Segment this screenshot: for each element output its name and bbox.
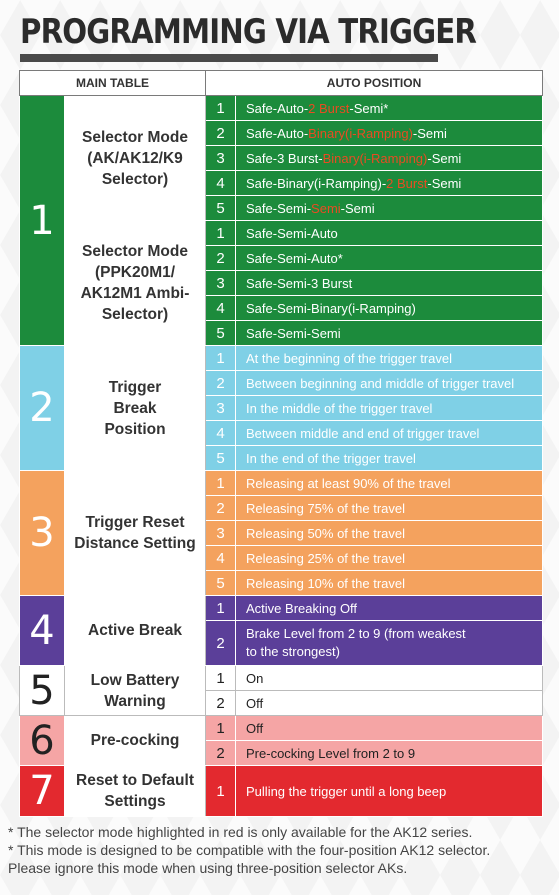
section-number-3: 3: [20, 471, 65, 596]
option-number: 4: [206, 296, 236, 321]
option-text: Between beginning and middle of trigger travel: [236, 371, 543, 396]
option-number: 4: [206, 171, 236, 196]
table-row: [20, 346, 543, 371]
option-number: 1: [206, 596, 236, 621]
option-text: Active Breaking Off: [236, 596, 543, 621]
option-text: Off: [236, 716, 543, 741]
option-number: 1: [206, 346, 236, 371]
option-text: Safe-Semi-Semi-Semi: [236, 196, 543, 221]
section-label-selector-mode-ak: Selector Mode (AK/AK12/K9 Selector): [65, 96, 206, 221]
table-row: [20, 221, 543, 246]
option-number: 2: [206, 691, 236, 716]
option-text: Safe-Semi-Auto*: [236, 246, 543, 271]
table-row: [20, 716, 543, 741]
option-text: In the middle of the trigger travel: [236, 396, 543, 421]
option-text: On: [236, 666, 543, 691]
option-text: Brake Level from 2 to 9 (from weakest to the strongest): [236, 621, 543, 666]
section-number-5: 5: [20, 666, 65, 716]
table-row: [20, 471, 543, 496]
section-label-trigger-break: Trigger Break Position: [65, 346, 206, 471]
option-text: Off: [236, 691, 543, 716]
option-number: 3: [206, 521, 236, 546]
option-number: 5: [206, 196, 236, 221]
section-label-low-battery: Low Battery Warning: [65, 666, 206, 716]
option-text: Releasing 25% of the travel: [236, 546, 543, 571]
option-text: Releasing 50% of the travel: [236, 521, 543, 546]
option-number: 3: [206, 146, 236, 171]
table-header-row: [20, 71, 543, 96]
option-text: Safe-Semi-Auto: [236, 221, 543, 246]
header-auto-position: AUTO POSITION: [206, 71, 543, 96]
section-label-pre-cocking: Pre-cocking: [65, 716, 206, 766]
option-text: Safe-Binary(i-Ramping)-2 Burst-Semi: [236, 171, 543, 196]
section-number-7: 7: [20, 766, 65, 817]
section-label-trigger-reset: Trigger Reset Distance Setting: [65, 471, 206, 596]
section-number-6: 6: [20, 716, 65, 766]
option-text: Safe-Auto-2 Burst-Semi*: [236, 96, 543, 121]
title-block: [20, 12, 550, 52]
section-number-1: 1: [20, 96, 65, 346]
option-number: 1: [206, 471, 236, 496]
option-number: 2: [206, 741, 236, 766]
section-label-active-break: Active Break: [65, 596, 206, 666]
option-number: 2: [206, 121, 236, 146]
option-number: 1: [206, 766, 236, 817]
table-row: [20, 666, 543, 691]
option-number: 1: [206, 221, 236, 246]
option-text: At the beginning of the trigger travel: [236, 346, 543, 371]
option-text: Pulling the trigger until a long beep: [236, 766, 543, 817]
table-row: [20, 596, 543, 621]
option-text: Safe-3 Burst-Binary(i-Ramping)-Semi: [236, 146, 543, 171]
option-text: Pre-cocking Level from 2 to 9: [236, 741, 543, 766]
option-text: Releasing 10% of the travel: [236, 571, 543, 596]
table-row: [20, 96, 543, 121]
section-number-4: 4: [20, 596, 65, 666]
title-underline: [20, 54, 438, 62]
option-number: 5: [206, 446, 236, 471]
footnote-ak12-only: * The selector mode highlighted in red is only available for the AK12 series.: [8, 824, 473, 840]
option-number: 2: [206, 246, 236, 271]
option-number: 3: [206, 271, 236, 296]
header-main-table: MAIN TABLE: [20, 71, 206, 96]
option-text: In the end of the trigger travel: [236, 446, 543, 471]
option-text: Safe-Auto-Binary(i-Ramping)-Semi: [236, 121, 543, 146]
option-text: Safe-Semi-Binary(i-Ramping): [236, 296, 543, 321]
option-number: 1: [206, 716, 236, 741]
option-number: 5: [206, 571, 236, 596]
option-text: Safe-Semi-Semi: [236, 321, 543, 346]
footnotes: [8, 823, 553, 877]
option-text: Releasing at least 90% of the travel: [236, 471, 543, 496]
option-text: Releasing 75% of the travel: [236, 496, 543, 521]
footnote-three-position: Please ignore this mode when using three-position selector AKs.: [8, 860, 408, 876]
option-number: 5: [206, 321, 236, 346]
option-number: 2: [206, 496, 236, 521]
page-title: PROGRAMMING VIA TRIGGER: [20, 12, 477, 52]
footnote-four-position: * This mode is designed to be compatible with the four-position AK12 selector.: [8, 842, 491, 858]
option-number: 4: [206, 421, 236, 446]
section-label-reset-default: Reset to Default Settings: [65, 766, 206, 817]
option-number: 1: [206, 666, 236, 691]
section-label-selector-mode-ppk: Selector Mode (PPK20M1/ AK12M1 Ambi-Selector): [65, 221, 206, 346]
option-number: 3: [206, 396, 236, 421]
programming-table: [19, 70, 542, 817]
option-text: Between middle and end of trigger travel: [236, 421, 543, 446]
option-text: Safe-Semi-3 Burst: [236, 271, 543, 296]
option-number: 4: [206, 546, 236, 571]
table-row: [20, 766, 543, 817]
option-number: 1: [206, 96, 236, 121]
option-number: 2: [206, 371, 236, 396]
option-number: 2: [206, 621, 236, 666]
section-number-2: 2: [20, 346, 65, 471]
